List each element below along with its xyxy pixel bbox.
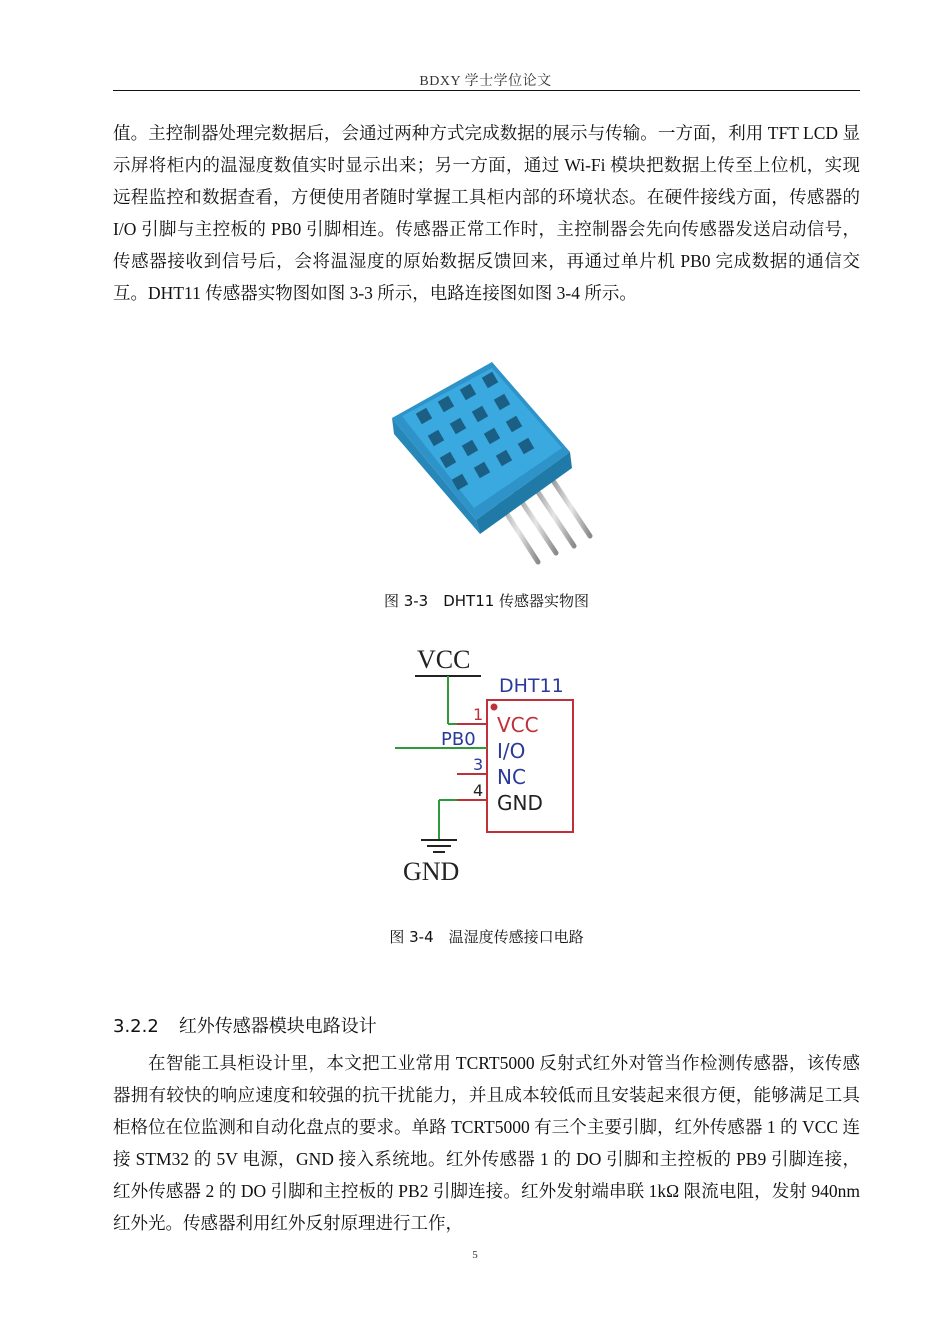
- pin-name-nc: NC: [497, 765, 526, 789]
- figure-3-4-caption: 图 3-4 温湿度传感接口电路: [389, 928, 584, 946]
- ground-symbol: [421, 840, 457, 852]
- figure-3-3-caption: 图 3-3 DHT11 传感器实物图: [383, 592, 590, 610]
- sensor-body: [392, 362, 572, 534]
- section-heading: [113, 1012, 377, 1038]
- dht11-sensor-photo: [380, 350, 610, 570]
- body-paragraph-1: 值。主控制器处理完数据后，会通过两种方式完成数据的展示与传输。一方面，利用 TFT LCD 显示屏将柜内的温湿度数值实时显示出来；另一方面，通过 Wi-Fi 模块把数据上传至上位机，实现远程监控和数据查看，方便使用者随时掌握工具柜内部的环境状态。在硬件接线方面，传感器的 I/O 引脚与主控板的 PB0 引脚相连。传感器正常工作时，主控制器会先向传感器发送启动信号，传感器接收到信号后，会将温湿度的原始数据反馈回来，再通过单片机 PB0 完成数据的通信交互。DHT11 传感器实物图如图 3-3 所示，电路连接图如图 3-4 所示。: [113, 123, 860, 303]
- ic-part-label: DHT11: [499, 675, 564, 697]
- schematic-vcc-label: VCC: [417, 645, 471, 674]
- section-title: 红外传感器模块电路设计: [178, 1016, 377, 1037]
- page-number: 5: [472, 1249, 478, 1261]
- pin-name-vcc: VCC: [497, 713, 539, 737]
- net-label-pb0: PB0: [441, 729, 476, 750]
- pin-name-io: I/O: [497, 739, 526, 763]
- pin-number-1: 1: [473, 705, 484, 724]
- section-number: 3.2.2: [113, 1016, 159, 1037]
- pin-number-3: 3: [473, 755, 484, 774]
- schematic-gnd-label: GND: [403, 857, 460, 886]
- header-rule: [113, 90, 860, 91]
- body-paragraph-2: 在智能工具柜设计里，本文把工业常用 TCRT5000 反射式红外对管当作检测传感器，该传感器拥有较快的响应速度和较强的抗干扰能力，并且成本较低而且安装起来很方便，能够满足工具柜格位在位监测和自动化盘点的要求。单路 TCRT5000 有三个主要引脚，红外传感器 1 的 VCC 连接 STM32 的 5V 电源，GND 接入系统地。红外传感器 1 的 DO 引脚和主控板的 PB9 引脚连接，红外传感器 2 的 DO 引脚和主控板的 PB2 引脚连接。红外发射端串联 1kΩ 限流电阻，发射 940nm 红外光。传感器利用红外反射原理进行工作，: [113, 1053, 860, 1233]
- running-header: BDXY 学士学位论文: [419, 74, 552, 89]
- dht11-schematic: [395, 640, 595, 890]
- pin-name-gnd: GND: [497, 791, 543, 815]
- pin-number-4: 4: [473, 781, 484, 800]
